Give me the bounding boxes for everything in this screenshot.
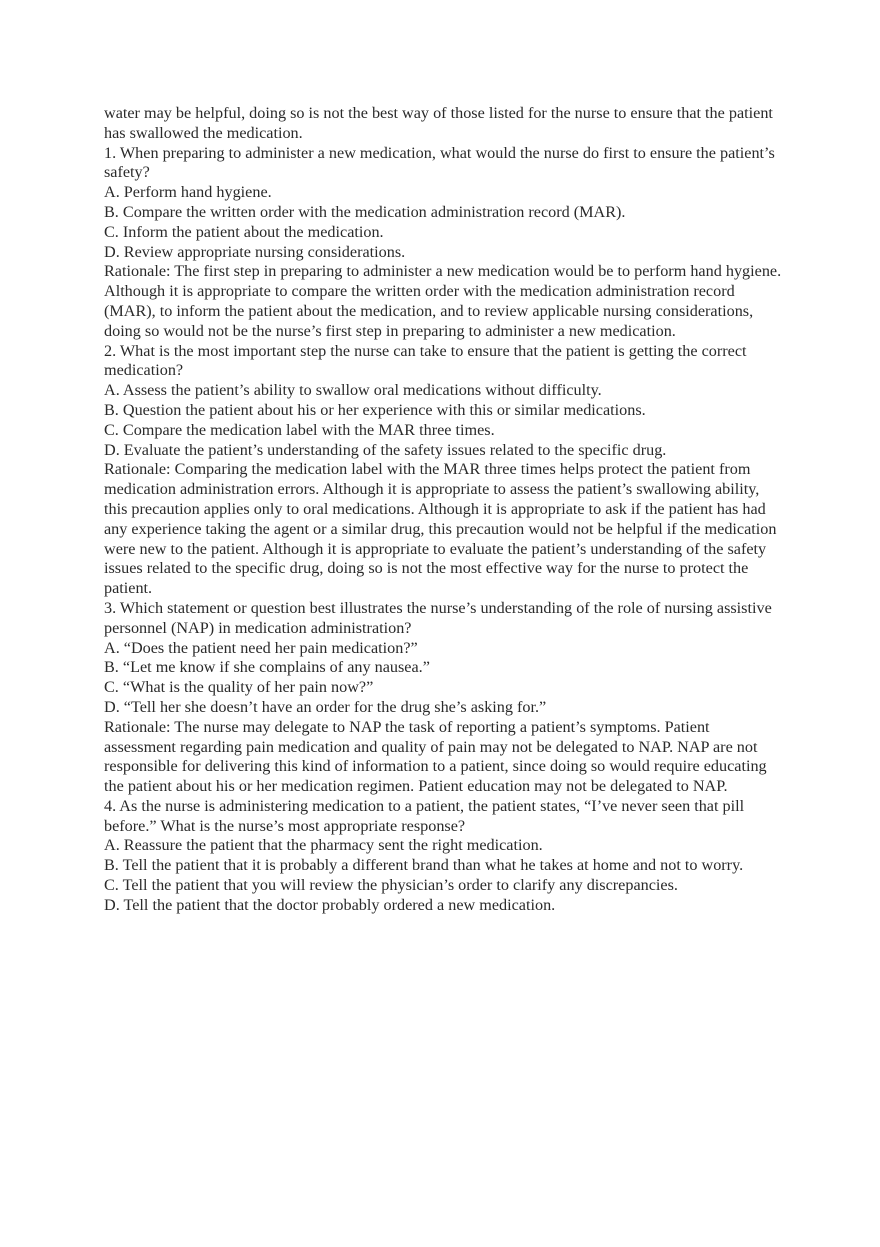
question-1-option-a: A. Perform hand hygiene. bbox=[104, 183, 272, 202]
question-3-rationale: Rationale: The nurse may delegate to NAP the task of reporting a patient’s symptoms. Patient assessment regarding pain medication and quality of pain may not be delegated to NAP. NAP are not responsible for delivering this kind of information to a patient, since doing so would require educating the patient about his or her medication regimen. Patient education may not be delegated to NAP. bbox=[104, 717, 767, 796]
question-4-option-d: D. Tell the patient that the doctor probably ordered a new medication. bbox=[104, 895, 556, 914]
question-1-option-d: D. Review appropriate nursing considerations. bbox=[104, 242, 406, 261]
question-2-rationale: Rationale: Comparing the medication label with the MAR three times helps protect the patient from medication administration errors. Although it is appropriate to assess the patient’s swallowing ability, this precaution applies only to oral medications. Although it is appropriate to ask if the patient has had any experience taking the agent or a similar drug, this precaution would not be helpful if the medication were new to the patient. Although it is appropriate to evaluate the patient’s understanding of the safety issues related to the specific drug, doing so is not the most effective way for the nurse to protect the patient. bbox=[104, 460, 777, 598]
question-3-option-b: B. “Let me know if she complains of any nausea.” bbox=[104, 658, 430, 677]
question-3-option-a: A. “Does the patient need her pain medication?” bbox=[104, 638, 418, 657]
question-2-option-a: A. Assess the patient’s ability to swallow oral medications without difficulty. bbox=[104, 381, 602, 400]
question-3-option-d: D. “Tell her she doesn’t have an order for the drug she’s asking for.” bbox=[104, 697, 547, 716]
question-2-option-b: B. Question the patient about his or her experience with this or similar medications. bbox=[104, 400, 646, 419]
question-1-option-b: B. Compare the written order with the medication administration record (MAR). bbox=[104, 202, 626, 221]
question-2-stem: 2. What is the most important step the nurse can take to ensure that the patient is getting the correct medication? bbox=[104, 341, 747, 380]
question-1-option-c: C. Inform the patient about the medication. bbox=[104, 222, 384, 241]
question-3-stem: 3. Which statement or question best illustrates the nurse’s understanding of the role of nursing assistive personnel (NAP) in medication administration? bbox=[104, 598, 772, 637]
question-4-option-c: C. Tell the patient that you will review the physician’s order to clarify any discrepancies. bbox=[104, 876, 678, 895]
question-2-option-d: D. Evaluate the patient’s understanding of the safety issues related to the specific drug. bbox=[104, 440, 667, 459]
question-3-option-c: C. “What is the quality of her pain now?” bbox=[104, 678, 374, 697]
question-1-stem: 1. When preparing to administer a new medication, what would the nurse do first to ensure the patient’s safety? bbox=[104, 143, 775, 182]
question-4-option-a: A. Reassure the patient that the pharmacy sent the right medication. bbox=[104, 836, 543, 855]
question-2-option-c: C. Compare the medication label with the MAR three times. bbox=[104, 420, 495, 439]
document-page bbox=[104, 104, 784, 916]
question-1-rationale: Rationale: The first step in preparing to administer a new medication would be to perform hand hygiene. Although it is appropriate to compare the written order with the medication administration record (MAR), to inform the patient about the medication, and to review applicable nursing considerations, doing so would not be the nurse’s first step in preparing to administer a new medication. bbox=[104, 262, 782, 340]
question-4-option-b: B. Tell the patient that it is probably a different brand than what he takes at home and not to worry. bbox=[104, 856, 744, 875]
intro-paragraph: water may be helpful, doing so is not the best way of those listed for the nurse to ensure that the patient has swallowed the medication. bbox=[104, 104, 773, 142]
question-4-stem: 4. As the nurse is administering medication to a patient, the patient states, “I’ve never seen that pill before.” What is the nurse’s most appropriate response? bbox=[104, 796, 745, 835]
